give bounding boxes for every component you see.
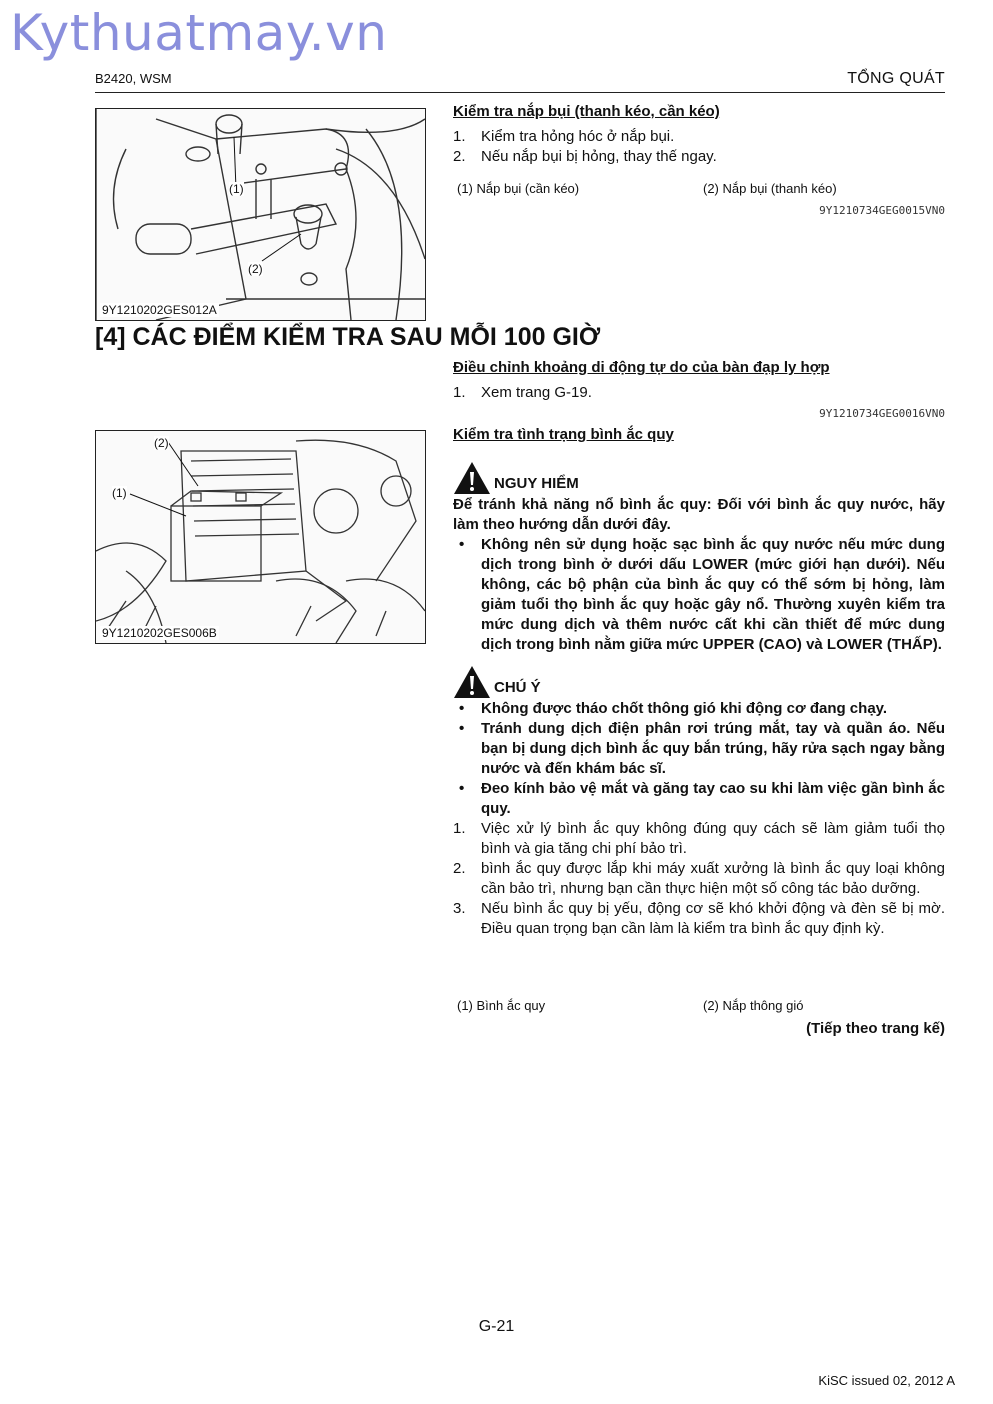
step-list <box>453 127 945 167</box>
page-number: G-21 <box>478 1318 515 1335</box>
caution-header <box>453 665 945 699</box>
danger-bullets <box>453 535 945 655</box>
list-item: 3. Nếu bình ắc quy bị yếu, động cơ sẽ khó khởi động và đèn sẽ bị mờ. Điều quan trọng bạn cần làm là kiểm tra bình ắc quy định kỳ. <box>453 900 945 937</box>
dust-cover-illustration <box>96 109 425 320</box>
legend-item-2: (2) Nắp bụi (thanh kéo) <box>703 181 837 196</box>
figure-dust-cover <box>95 108 426 321</box>
callout-1: (1) <box>112 486 127 500</box>
step-list <box>453 383 945 403</box>
legend-fig1 <box>457 181 945 199</box>
section-battery <box>453 426 945 939</box>
section-title: Kiểm tra tình trạng bình ắc quy <box>453 426 674 443</box>
legend-item-2: (2) Nắp thông gió <box>703 998 804 1013</box>
continued-note: (Tiếp theo trang kế) <box>806 1020 945 1037</box>
doc-code: 9Y1210734GEG0016VN0 <box>819 407 945 420</box>
list-item: 1. Xem trang G-19. <box>453 384 592 401</box>
list-item: 2. bình ắc quy được lắp khi máy xuất xưởng là bình ắc quy loại không cần bảo trì, nhưng bạn cần thực hiện một số công tác bảo dưỡng. <box>453 860 945 897</box>
list-item: 1. Kiểm tra hỏng hóc ở nắp bụi. <box>453 128 675 145</box>
issue-note: KiSC issued 02, 2012 A <box>818 1373 955 1388</box>
list-item: 1. Việc xử lý bình ắc quy không đúng quy cách sẽ làm giảm tuổi thọ bình và gia tăng chi phí bảo trì. <box>453 820 945 857</box>
doc-code: 9Y1210734GEG0015VN0 <box>819 204 945 217</box>
legend-item-1: (1) Bình ắc quy <box>457 998 546 1013</box>
figure-code: 9Y1210202GES012A <box>102 303 217 317</box>
danger-header <box>453 461 945 495</box>
caution-bullets <box>453 699 945 819</box>
list-item: 2. Nếu nắp bụi bị hỏng, thay thế ngay. <box>453 148 717 165</box>
section-clutch <box>453 359 945 403</box>
list-item: • Đeo kính bảo vệ mắt và găng tay cao su khi làm việc gần bình ắc quy. <box>459 780 945 817</box>
callout-1: (1) <box>229 182 244 196</box>
callout-2: (2) <box>154 436 169 450</box>
list-item: • Tránh dung dịch điện phân rơi trúng mắt, tay và quần áo. Nếu bạn bị dung dịch bình ắc quy bắn trúng, hãy rửa sạch ngay bằng nước và đến khám bác sĩ. <box>459 720 945 777</box>
figure-battery <box>95 430 426 644</box>
figure-code: 9Y1210202GES006B <box>102 626 217 640</box>
section-dust-cover <box>453 103 945 167</box>
battery-illustration <box>96 431 425 643</box>
chapter-heading: [4] CÁC ĐIỂM KIỂM TRA SAU MỖI 100 GIỜ <box>95 323 601 351</box>
callout-2: (2) <box>248 262 263 276</box>
warning-triangle-icon <box>453 461 491 495</box>
list-item: • Không được tháo chốt thông gió khi động cơ đang chạy. <box>459 700 888 717</box>
header-divider <box>95 92 945 93</box>
list-item: • Không nên sử dụng hoặc sạc bình ắc quy nước nếu mức dung dịch trong bình ở dưới dấu LOWER (mức giới hạn dưới). Nếu không, các bộ phận của bình ắc quy có thể sớm bị hỏng, làm giảm tuổi thọ bình ắc quy hoặc gây nổ. Thường xuyên kiểm tra mức dung dịch và thêm nước cất khi cần thiết để mức dung dịch trong bình nằm giữa mức UPPER (CAO) và LOWER (THẤP). <box>459 536 945 653</box>
section-title: Điều chỉnh khoảng di động tự do của bàn đạp ly hợp <box>453 359 830 376</box>
legend-item-1: (1) Nắp bụi (cần kéo) <box>457 181 580 196</box>
legend-fig2 <box>457 998 945 1016</box>
danger-label: NGUY HIỂM <box>494 474 579 492</box>
header-model: B2420, WSM <box>95 71 172 86</box>
step-list <box>453 819 945 939</box>
caution-label: CHÚ Ý <box>494 678 541 696</box>
caution-triangle-icon <box>453 665 491 699</box>
section-title: Kiểm tra nắp bụi (thanh kéo, cần kéo) <box>453 103 720 120</box>
header-section: TỔNG QUÁT <box>847 70 945 87</box>
watermark: Kythuatmay.vn <box>10 4 388 62</box>
danger-intro: Để tránh khả năng nổ bình ắc quy: Đối với bình ắc quy nước, hãy làm theo hướng dẫn dưới đây. <box>453 496 945 533</box>
